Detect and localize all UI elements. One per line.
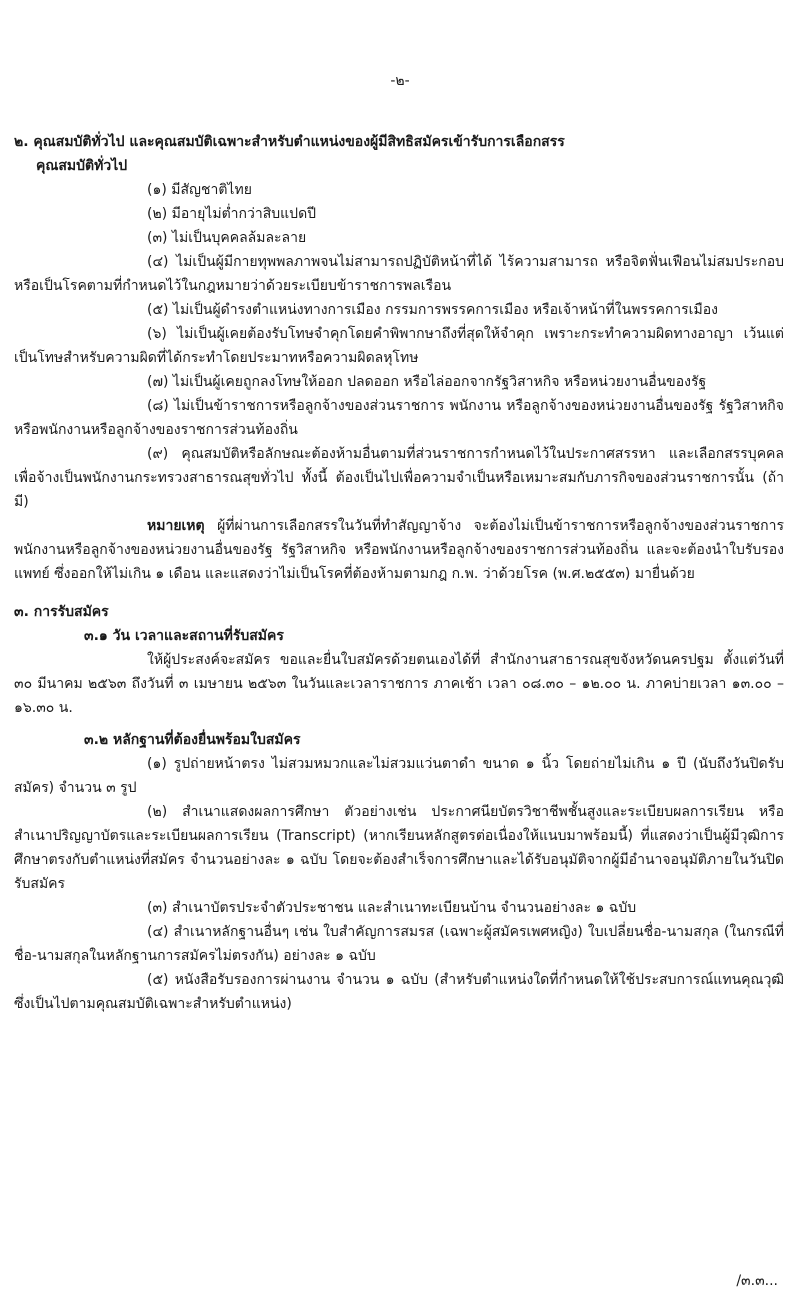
section-3-1-text: ให้ผู้ประสงค์จะสมัคร ขอและยื่นใบสมัครด้วยตนเองได้ที่ สำนักงานสาธารณสุขจังหวัดนครปฐม ตั้งแต่วันที่ ๓๐ มีนาคม ๒๕๖๓ ถึงวันที่ ๓ เมษายน ๒๕๖๓ ในวันและเวลาราชการ ภาคเช้า เวลา ๐๘.๓๐ – ๑๒.๐๐ น. ภาคบ่ายเวลา ๑๓.๐๐ – ๑๖.๓๐ น. xyxy=(14,652,784,716)
section-3-2-heading: ๓.๒ หลักฐานที่ต้องยื่นพร้อมใบสมัคร xyxy=(84,732,301,748)
general-qualifications-subheading: คุณสมบัติทั่วไป xyxy=(36,158,128,174)
document-item: (๕) หนังสือรับรองการผ่านงาน จำนวน ๑ ฉบับ (สำหรับตำแหน่งใดที่กำหนดให้ใช้ประสบการณ์แทนคุณวุฒิ ซึ่งเป็นไปตามคุณสมบัติเฉพาะสำหรับตำแหน่ง) xyxy=(14,972,784,1012)
section-3-1-heading: ๓.๑ วัน เวลาและสถานที่รับสมัคร xyxy=(84,628,284,644)
document-item: (๔) สำเนาหลักฐานอื่นๆ เช่น ใบสำคัญการสมรส (เฉพาะผู้สมัครเพศหญิง) ใบเปลี่ยนชื่อ-นามสกุล (ในกรณีที่ชื่อ-นามสกุลในหลักฐานการสมัครไม่ตรงกัน) อย่างละ ๑ ฉบับ xyxy=(14,924,784,964)
qualification-item: (๘) ไม่เป็นข้าราชการหรือลูกจ้างของส่วนราชการ พนักงาน หรือลูกจ้างของหน่วยงานอื่นของรัฐ รัฐวิสาหกิจ หรือพนักงานหรือลูกจ้างของราชการส่วนท้องถิ่น xyxy=(14,398,784,438)
remark-text: ผู้ที่ผ่านการเลือกสรรในวันที่ทำสัญญาจ้าง จะต้องไม่เป็นข้าราชการหรือลูกจ้างของส่วนราชการ พนักงานหรือลูกจ้างของหน่วยงานอื่นของรัฐ รัฐวิสาหกิจ หรือพนักงานหรือลูกจ้างของราชการส่วนท้องถิ่น และจะต้องนำใบรับรองแพทย์ ซึ่งออกให้ไม่เกิน ๑ เดือน และแสดงว่าไม่เป็นโรคที่ต้องห้ามตามกฎ ก.พ. ว่าด้วยโรค (พ.ศ.๒๕๕๓) มายื่นด้วย xyxy=(14,518,784,582)
qualification-item: (๒) มีอายุไม่ต่ำกว่าสิบแปดปี xyxy=(147,206,317,222)
qualification-item: (๕) ไม่เป็นผู้ดำรงตำแหน่งทางการเมือง กรรมการพรรคการเมือง หรือเจ้าหน้าที่ในพรรคการเมือง xyxy=(147,302,718,318)
document-item: (๓) สำเนาบัตรประจำตัวประชาชน และสำเนาทะเบียนบ้าน จำนวนอย่างละ ๑ ฉบับ xyxy=(147,900,637,916)
qualification-item: (๗) ไม่เป็นผู้เคยถูกลงโทษให้ออก ปลดออก หรือไล่ออกจากรัฐวิสาหกิจ หรือหน่วยงานอื่นของรัฐ xyxy=(147,374,707,390)
section-3-heading: ๓. การรับสมัคร xyxy=(14,604,109,620)
qualification-item: (๙) คุณสมบัติหรือลักษณะต้องห้ามอื่นตามที่ส่วนราชการกำหนดไว้ในประกาศสรรหา และเลือกสรรบุคคลเพื่อจ้างเป็นพนักงานกระทรวงสาธารณสุขทั่วไป ทั้งนี้ ต้องเป็นไปเพื่อความจำเป็นหรือเหมาะสมกับภารกิจของส่วนราชการนั้น (ถ้ามี) xyxy=(14,446,784,510)
qualification-item: (๔) ไม่เป็นผู้มีกายทุพพลภาพจนไม่สามารถปฏิบัติหน้าที่ได้ ไร้ความสามารถ หรือจิตฟั่นเฟือนไม่สมประกอบ หรือเป็นโรคตามที่กำหนดไว้ในกฎหมายว่าด้วยระเบียบข้าราชการพลเรือน xyxy=(14,254,784,294)
page-number: -๒- xyxy=(390,73,410,89)
remark-label: หมายเหตุ xyxy=(147,518,205,534)
document-body xyxy=(14,130,784,1016)
section-2-heading: ๒. คุณสมบัติทั่วไป และคุณสมบัติเฉพาะสำหรับตำแหน่งของผู้มีสิทธิสมัครเข้ารับการเลือกสรร xyxy=(14,134,565,150)
qualification-item: (๖) ไม่เป็นผู้เคยต้องรับโทษจำคุกโดยคำพิพากษาถึงที่สุดให้จำคุก เพราะกระทำความผิดทางอาญา เว้นแต่เป็นโทษสำหรับความผิดที่ได้กระทำโดยประมาทหรือความผิดลหุโทษ xyxy=(14,326,784,366)
document-item: (๒) สำเนาแสดงผลการศึกษา ตัวอย่างเช่น ประกาศนียบัตรวิชาชีพชั้นสูงและระเบียบผลการเรียน หรือ สำเนาปริญญาบัตรและระเบียนผลการเรียน (Transcript) (หากเรียนหลักสูตรต่อเนื่องให้แนบมาพร้อมนี้) ที่แสดงว่าเป็นผู้มีวุฒิการศึกษาตรงกับตำแหน่งที่สมัคร จำนวนอย่างละ ๑ ฉบับ โดยจะต้องสำเร็จการศึกษาและได้รับอนุมัติจากผู้มีอำนาจอนุมัติภายในวันปิดรับสมัคร xyxy=(14,804,784,892)
qualification-item: (๓) ไม่เป็นบุคคลล้มละลาย xyxy=(147,230,307,246)
document-item: (๑) รูปถ่ายหน้าตรง ไม่สวมหมวกและไม่สวมแว่นตาดำ ขนาด ๑ นิ้ว โดยถ่ายไม่เกิน ๑ ปี (นับถึงวันปิดรับสมัคร) จำนวน ๓ รูป xyxy=(14,756,784,796)
continuation-reference: /๓.๓... xyxy=(736,1273,778,1289)
remark-paragraph xyxy=(14,514,784,586)
qualification-item: (๑) มีสัญชาติไทย xyxy=(147,182,252,198)
